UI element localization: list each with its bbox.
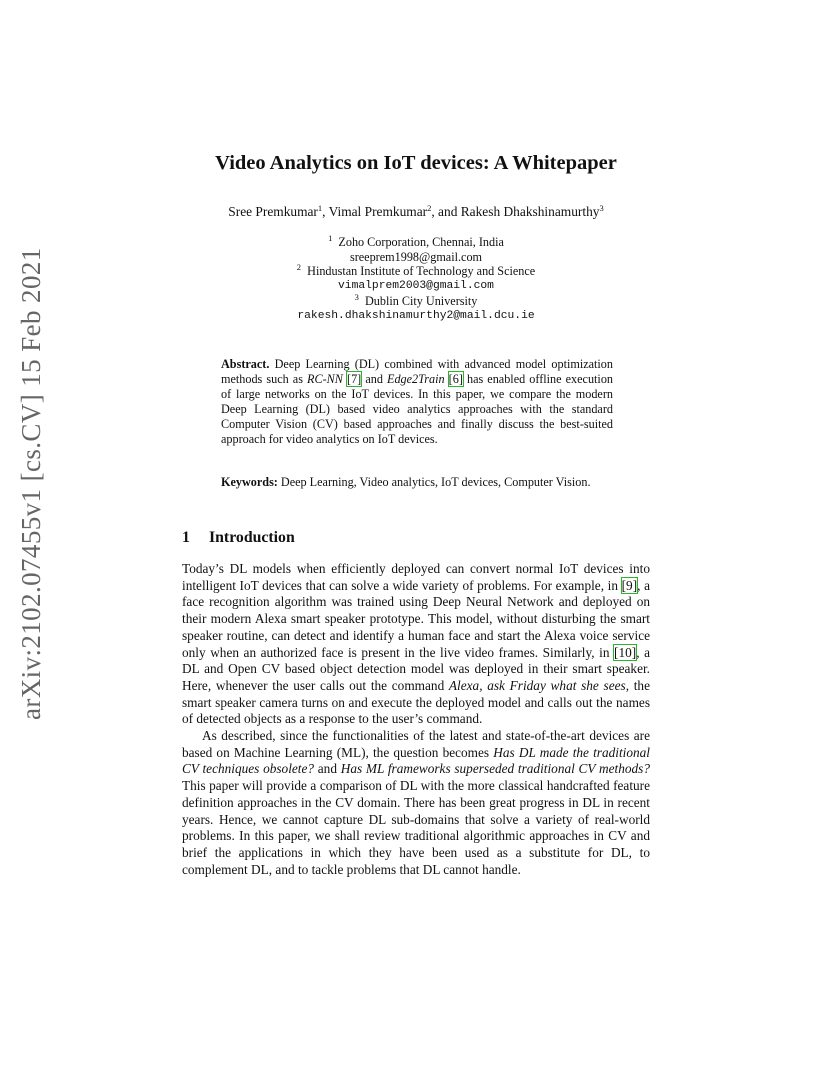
affiliation-name: Zoho Corporation, Chennai, India <box>338 235 504 249</box>
affiliation-email: sreeprem1998@gmail.com <box>349 249 483 264</box>
author-affil-mark: 2 <box>427 203 432 213</box>
affiliation-1 <box>182 235 650 265</box>
section-number: 1 <box>182 529 190 546</box>
affil-mark: 3 <box>354 292 359 302</box>
paragraph-text: Today’s DL models when efficiently deployed can convert normal IoT devices into intelligent IoT devices that can solve a wide variety of problems. For example, in <box>182 561 650 593</box>
paragraph-text: , the smart speaker camera turns on and execute the deployed model and calls out the names of detected objects as a response to the user’s command. <box>182 677 650 727</box>
paragraph-text: , a DL and Open CV based object detection model was deployed in their smart speaker. Here, whenever the user calls out the command <box>182 644 650 693</box>
paragraph-text: , a face recognition algorithm was trained using Deep Neural Network and deployed on their modern Alexa smart speaker prototype. This model, without disturbing the smart speaker routine, can detect and identify a human face and start the Alexa voice service only when an authorized face is present in the live video frames. Similarly, in <box>182 577 650 660</box>
author-name: , and Rakesh Dhakshinamurthy <box>431 204 600 219</box>
affiliation-2 <box>182 264 650 294</box>
abstract-label: Abstract. <box>221 357 270 371</box>
question-text: Has DL made the traditional CV techniques obsolete? <box>182 744 650 777</box>
affiliation-3 <box>182 294 650 324</box>
citation-link[interactable]: [7] <box>347 372 362 386</box>
paragraph-text: This paper will provide a comparison of DL with the more classical handcrafted feature definition approaches in the CV domain. There has been great progress in DL in recent years. Hence, we cannot capture DL sub-domains that solve a variety of real-world problems. In this paper, we shall review traditional algorithmic approaches in CV and brief the applications in which they have been used as a substitute for DL, to complement DL, and to tackle problems that DL cannot handle. <box>182 778 650 877</box>
paragraph <box>182 561 650 728</box>
abstract <box>221 357 613 447</box>
affiliation-email: rakesh.dhakshinamurthy2@mail.dcu.ie <box>297 309 535 322</box>
command-text: Alexa, ask Friday what she sees <box>448 677 626 693</box>
affil-mark: 1 <box>328 233 333 243</box>
keywords <box>221 475 613 490</box>
author-name: Sree Premkumar <box>228 204 318 219</box>
citation-link[interactable]: [10] <box>614 644 637 660</box>
section-heading <box>182 529 295 547</box>
affiliation-email: vimalprem2003@gmail.com <box>338 279 494 292</box>
section-body <box>182 561 650 878</box>
abstract-text: Deep Learning (DL) combined with advanced model optimization methods such as <box>221 357 613 386</box>
author-affil-mark: 1 <box>317 203 323 213</box>
paragraph <box>182 728 650 878</box>
citation-link[interactable]: [9] <box>621 577 638 593</box>
keywords-label: Keywords: <box>221 475 278 489</box>
method-name: RC-NN <box>307 372 343 386</box>
paragraph-text: and <box>314 761 341 777</box>
paper-title: Video Analytics on IoT devices: A Whitepaper <box>215 152 617 174</box>
arxiv-identifier: arXiv:2102.07455v1 [cs.CV] 15 Feb 2021 <box>16 247 46 720</box>
section-title: Introduction <box>209 529 295 546</box>
abstract-text: has enabled offline execution of large networks on the IoT devices. In this paper, we compare the modern Deep Learning (DL) based video analytics approaches with the standard Computer Vision (CV) based approaches and finally discuss the best-suited approach for video analytics on IoT devices. <box>221 372 614 446</box>
author-list <box>182 204 650 220</box>
affil-mark: 2 <box>296 262 302 272</box>
author-affil-mark: 3 <box>599 203 604 213</box>
author-name: , Vimal Premkumar <box>322 204 428 219</box>
citation-link[interactable]: [6] <box>448 372 463 386</box>
affiliation-name: Hindustan Institute of Technology and Science <box>307 264 536 278</box>
method-name: Edge2Train <box>387 372 445 386</box>
abstract-text: and <box>361 372 388 386</box>
affiliation-name: Dublin City University <box>364 294 478 308</box>
paragraph-text: As described, since the functionalities of the latest and state-of-the-art devices are based on Machine Learning (ML), the question becomes <box>182 728 650 760</box>
question-text: Has ML frameworks superseded traditional CV methods? <box>340 761 650 777</box>
keywords-text: Deep Learning, Video analytics, IoT devices, Computer Vision. <box>277 475 591 489</box>
